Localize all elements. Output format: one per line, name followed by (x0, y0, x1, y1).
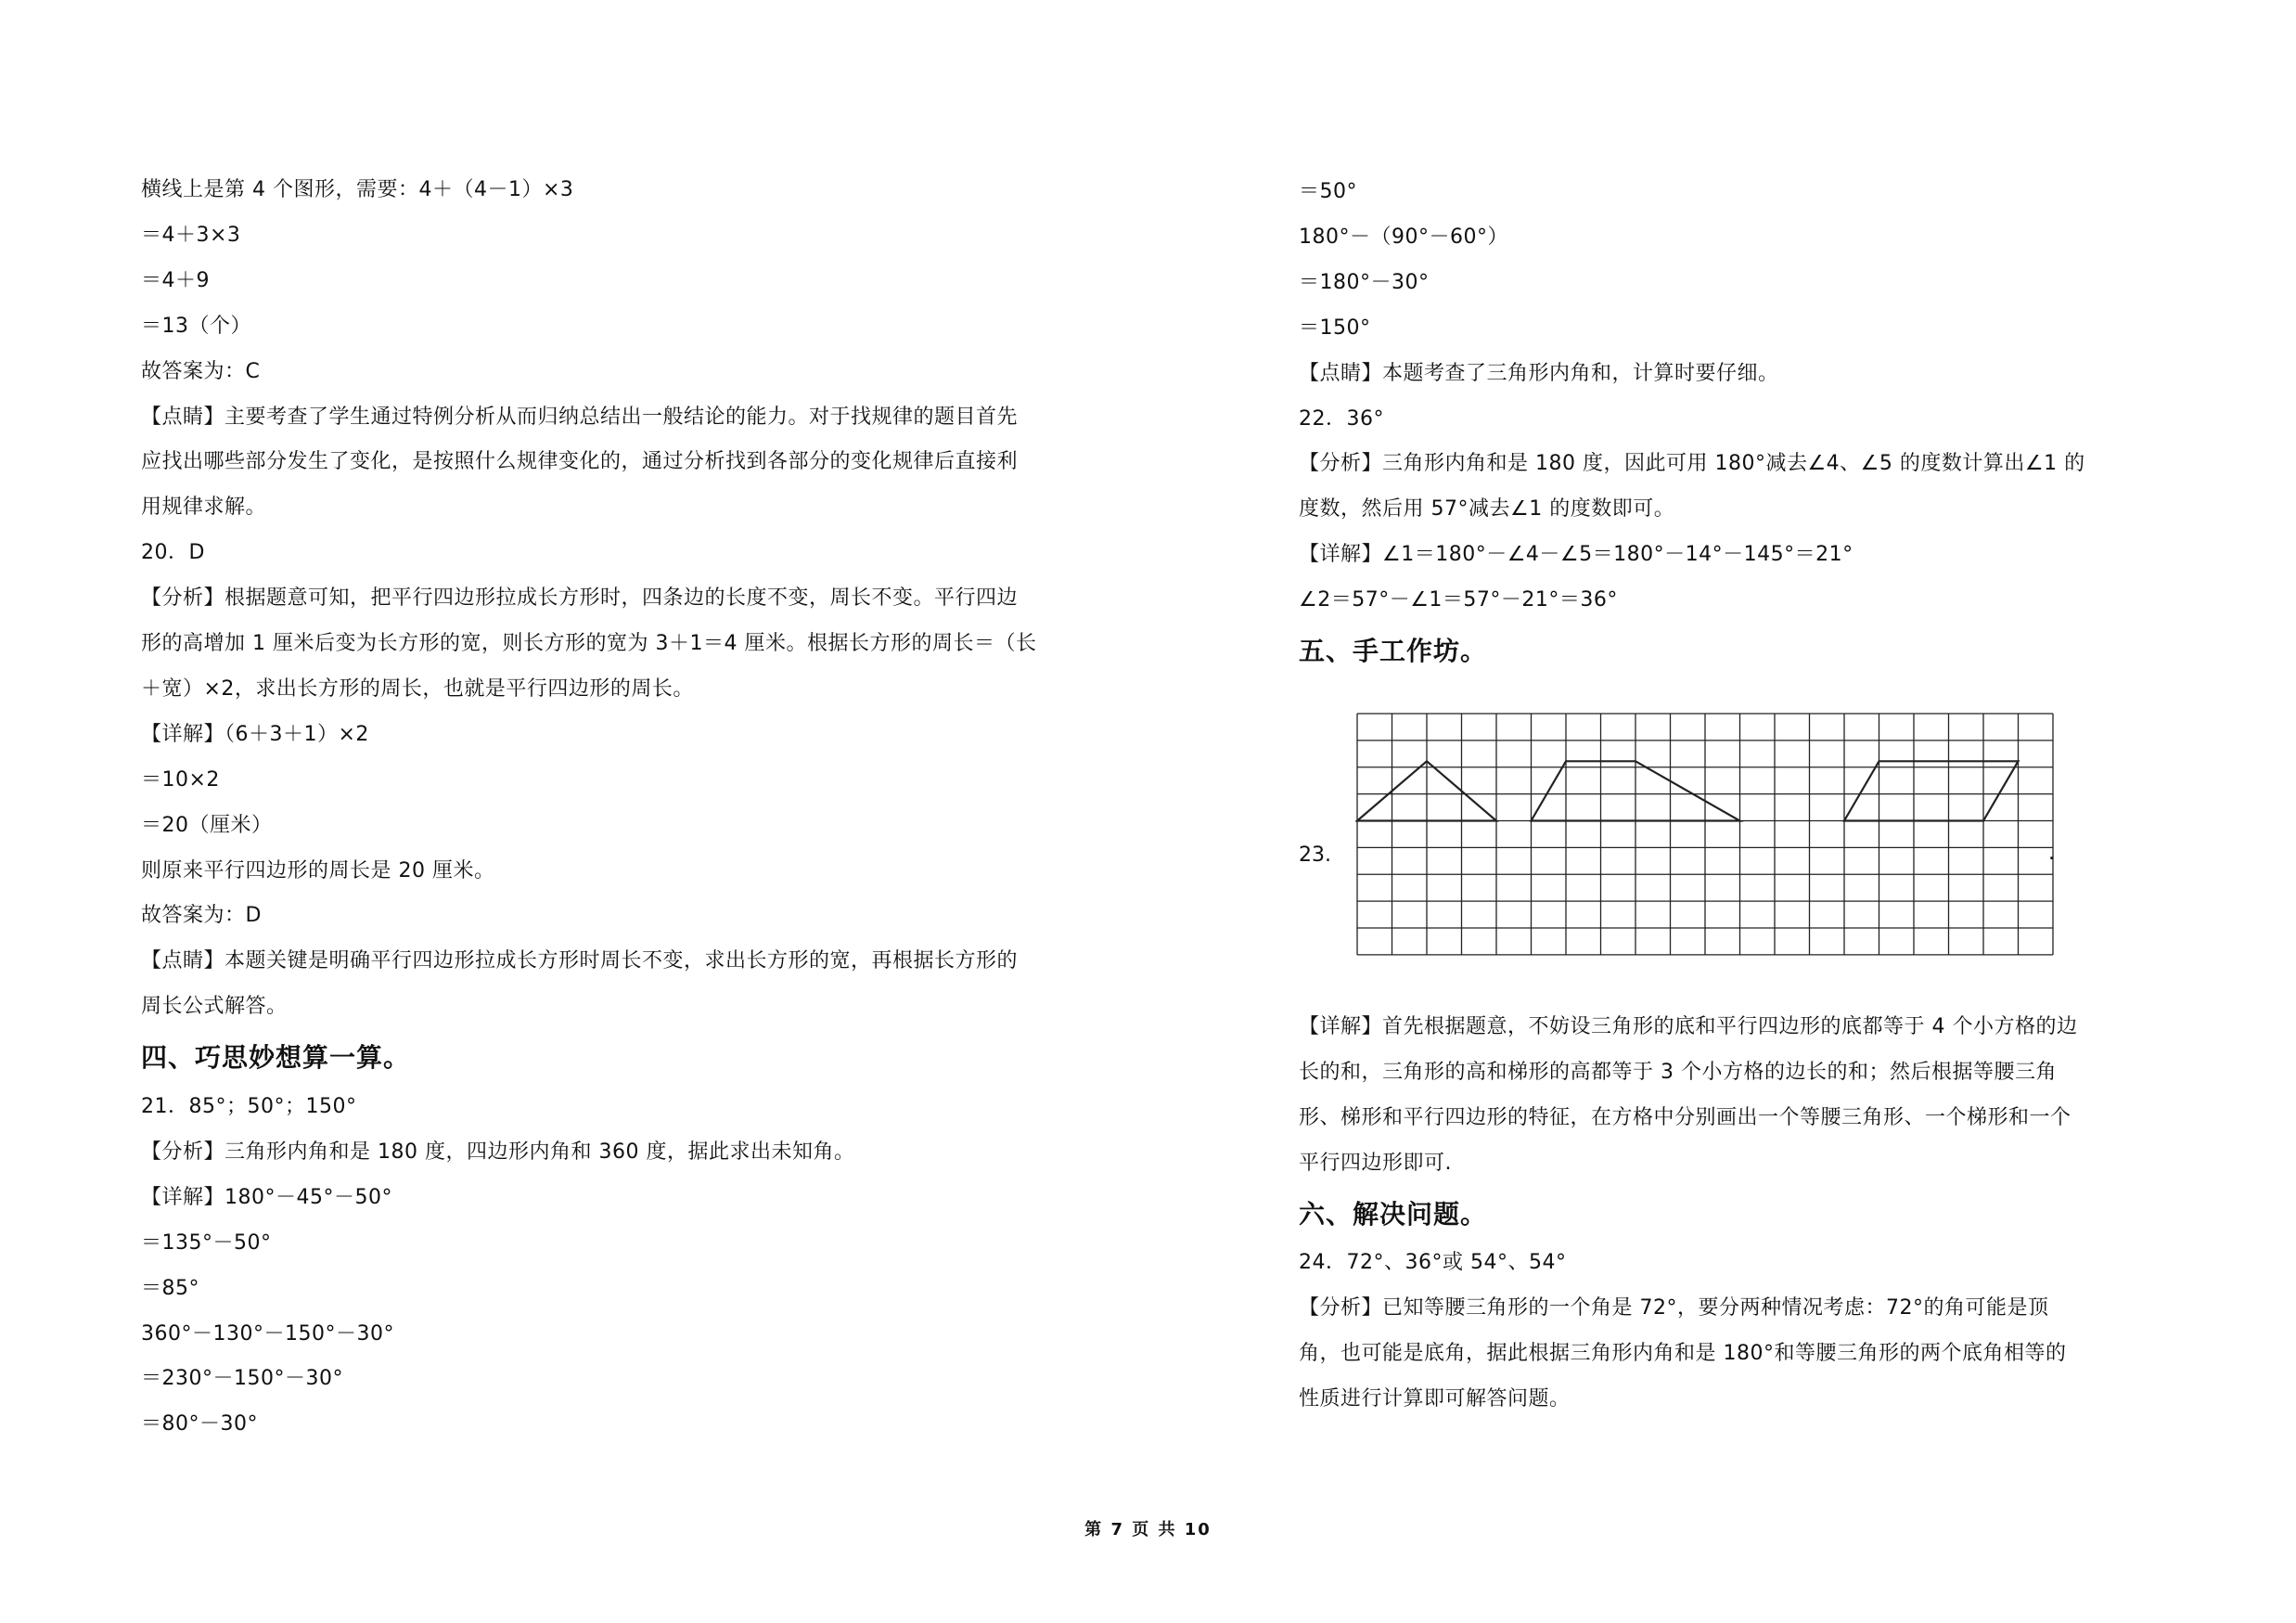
text-line: 【分析】三角形内角和是 180 度，因此可用 180°减去∠4、∠5 的度数计算出∠1 的 (1299, 452, 2085, 476)
trailing-mark: . (2048, 842, 2055, 865)
section-heading: 五、手工作坊。 (1299, 636, 1488, 666)
text-line: 用规律求解。 (141, 496, 267, 520)
text-line: ∠2＝57°－∠1＝57°－21°＝36° (1299, 588, 1618, 612)
text-line: 【点睛】本题关键是明确平行四边形拉成长方形时周长不变，求出长方形的宽，再根据长方形的 (141, 949, 1019, 973)
text-line: 故答案为：C (141, 359, 261, 383)
text-line: 横线上是第 4 个图形，需要：4＋（4－1）×3 (141, 178, 574, 201)
text-line: 【详解】180°－45°－50° (141, 1185, 392, 1209)
text-line: 【详解】首先根据题意，不妨设三角形的底和平行四边形的底都等于 4 个小方格的边 (1299, 1014, 2078, 1038)
page-footer: 第 7 页 共 10 (1084, 1520, 1212, 1539)
text-line: 【点睛】主要考查了学生通过特例分析从而归纳总结出一般结论的能力。对于找规律的题目首先 (141, 405, 1019, 429)
text-line: 【分析】根据题意可知，把平行四边形拉成长方形时，四条边的长度不变，周长不变。平行四边 (141, 586, 1019, 611)
grid-figure (1299, 712, 2226, 1009)
text-line: 【详解】∠1＝180°－∠4－∠5＝180°－14°－145°＝21° (1299, 543, 1853, 567)
text-line: 故答案为：D (141, 904, 262, 928)
text-line: 【分析】已知等腰三角形的一个角是 72°，要分两种情况考虑：72°的角可能是顶 (1299, 1296, 2049, 1320)
text-line: ＝85° (141, 1276, 199, 1300)
question-number: 23. (1299, 844, 1331, 867)
text-line: 形的高增加 1 厘米后变为长方形的宽，则长方形的宽为 3＋1＝4 厘米。根据长方形的周长＝（长 (141, 632, 1037, 655)
text-line: 度数，然后用 57°减去∠1 的度数即可。 (1299, 497, 1675, 522)
grid-drawing (1355, 712, 2060, 1018)
text-line: ＝13（个） (141, 314, 251, 338)
text-line: 20．D (141, 541, 205, 565)
text-line: ＝80°－30° (141, 1412, 258, 1436)
text-line: ＋宽）×2，求出长方形的周长，也就是平行四边形的周长。 (141, 676, 694, 701)
text-line: 21．85°；50°；150° (141, 1095, 357, 1118)
text-line: 周长公式解答。 (141, 995, 288, 1019)
text-line: 应找出哪些部分发生了变化，是按照什么规律变化的，通过分析找到各部分的变化规律后直接利 (141, 450, 1019, 474)
text-line: ＝50° (1299, 180, 1357, 203)
text-line: 长的和，三角形的高和梯形的高都等于 3 个小方格的边长的和；然后根据等腰三角 (1299, 1060, 2057, 1084)
text-line: 则原来平行四边形的周长是 20 厘米。 (141, 858, 495, 882)
text-line: ＝180°－30° (1299, 270, 1430, 294)
section-heading: 四、巧思妙想算一算。 (141, 1042, 411, 1074)
text-line: ＝150° (1299, 316, 1371, 340)
text-line: 【详解】（6＋3＋1）×2 (141, 722, 369, 746)
text-line: 平行四边形即可. (1299, 1151, 1452, 1175)
section-heading: 六、解决问题。 (1299, 1198, 1488, 1230)
text-line: ＝4＋9 (141, 268, 210, 292)
text-line: 角，也可能是底角，据此根据三角形内角和是 180°和等腰三角形的两个底角相等的 (1299, 1342, 2067, 1366)
text-line: 24．72°、36°或 54°、54° (1299, 1251, 1567, 1275)
text-line: ＝4＋3×3 (141, 223, 241, 247)
text-line: 【分析】三角形内角和是 180 度，四边形内角和 360 度，据此求出未知角。 (141, 1140, 855, 1164)
text-line: 形、梯形和平行四边形的特征，在方格中分别画出一个等腰三角形、一个梯形和一个 (1299, 1105, 2072, 1129)
text-line: ＝20（厘米） (141, 813, 273, 837)
text-line: 360°－130°－150°－30° (141, 1321, 394, 1346)
text-line: ＝135°－50° (141, 1230, 272, 1255)
text-line: 【点睛】本题考查了三角形内角和，计算时要仔细。 (1299, 361, 1779, 385)
text-line: 22．36° (1299, 406, 1384, 431)
text-line: ＝10×2 (141, 767, 220, 792)
text-line: 性质进行计算即可解答问题。 (1299, 1387, 1571, 1411)
text-line: 180°－（90°－60°） (1299, 225, 1508, 249)
text-line: ＝230°－150°－30° (141, 1367, 343, 1391)
parallelogram-shape (1844, 761, 2019, 820)
